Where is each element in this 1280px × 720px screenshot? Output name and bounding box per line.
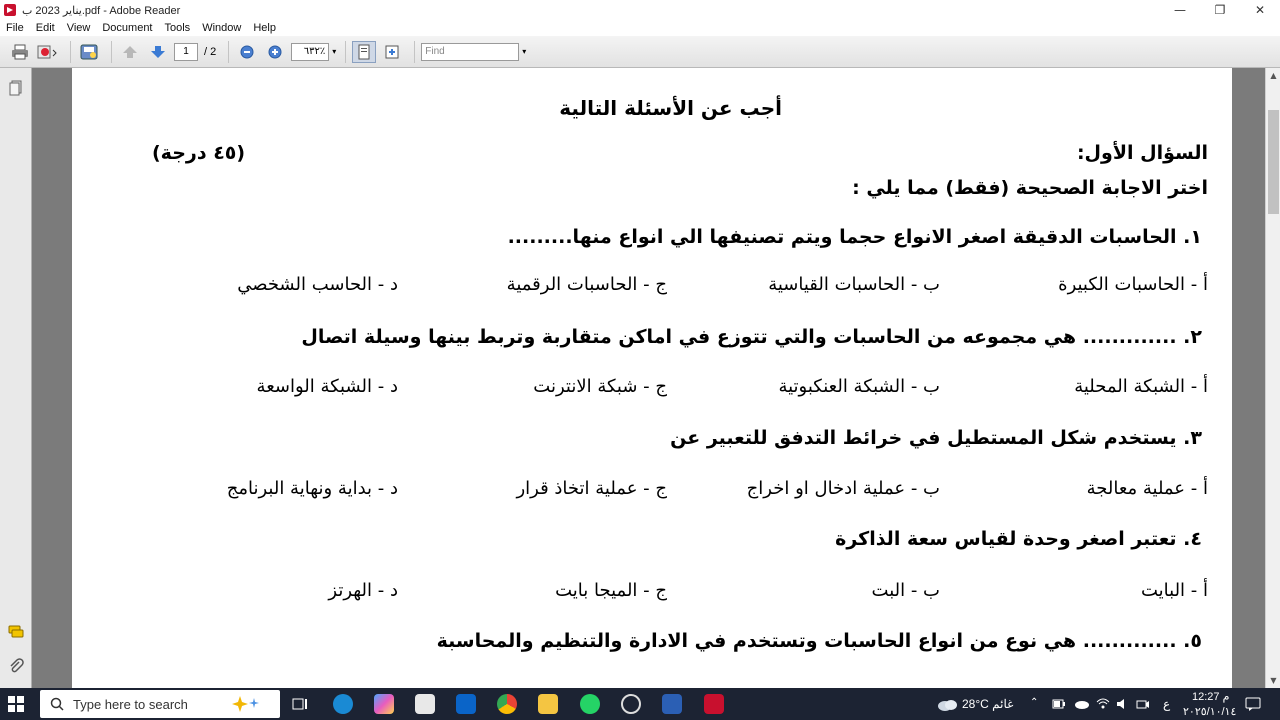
wifi-icon[interactable]	[1096, 698, 1110, 710]
question-2-option-d: د - الشبكة الواسعة	[256, 376, 398, 397]
question-1-option-c: ج - الحاسبات الرقمية	[506, 274, 667, 295]
search-icon	[50, 697, 64, 711]
share-icon	[37, 44, 59, 60]
page-number-input[interactable]: 1	[174, 43, 198, 61]
question-title: السؤال الأول:	[1076, 142, 1208, 164]
question-2-option-a: أ - الشبكة المحلية	[1074, 376, 1208, 397]
comments-panel-icon[interactable]	[8, 624, 24, 640]
share-button[interactable]	[36, 41, 60, 63]
fit-page-icon	[384, 44, 400, 60]
zoom-in-button[interactable]	[263, 41, 287, 63]
question-3-option-b: ب - عملية ادخال او اخراج	[746, 478, 940, 499]
weather-text[interactable]: 28°C غائم	[962, 697, 1014, 711]
language-indicator[interactable]: ع	[1163, 697, 1171, 711]
title-bar	[0, 0, 1280, 20]
pages-panel-icon[interactable]	[8, 80, 24, 96]
windows-start-icon[interactable]	[8, 696, 24, 712]
menu-edit[interactable]: Edit	[35, 22, 55, 34]
file-explorer-icon[interactable]	[538, 694, 558, 714]
document-viewport[interactable]	[32, 68, 1265, 688]
scrollbar-thumb[interactable]	[1268, 110, 1279, 214]
question-3-option-c: ج - عملية اتخاذ قرار	[516, 478, 667, 499]
toolbar	[0, 36, 1280, 68]
battery-icon[interactable]	[1052, 698, 1066, 710]
save-icon	[79, 43, 99, 61]
menu-help[interactable]: Help	[253, 22, 276, 34]
scroll-up-icon[interactable]: ▲	[1270, 71, 1277, 80]
navigation-pane	[0, 68, 32, 688]
clock-date[interactable]: ٢٠٢٥/١٠/١٤	[1183, 706, 1237, 718]
print-button[interactable]	[8, 41, 32, 63]
find-input[interactable]: Find	[421, 43, 519, 61]
scroll-down-icon[interactable]: ▼	[1270, 676, 1277, 685]
toolbar-separator	[111, 41, 112, 63]
menu-window[interactable]: Window	[202, 22, 242, 34]
previous-page-button[interactable]	[118, 41, 142, 63]
restore-button[interactable]: ❐	[1214, 3, 1226, 17]
question-5: ٥. ............. هي نوع من انواع الحاسبات وتستخدم في الادارة والتنظيم والمحاسبة	[436, 630, 1202, 652]
question-1-option-d: د - الحاسب الشخصي	[237, 274, 398, 295]
copilot-icon[interactable]	[374, 694, 394, 714]
menu-tools[interactable]: Tools	[164, 22, 191, 34]
question-2: ٢. ............. هي مجموعه من الحاسبات والتي تتوزع في اماكن متقاربة وتربط بينها وسيلة اتصال	[301, 326, 1202, 348]
question-3-option-a: أ - عملية معالجة	[1086, 478, 1208, 499]
store-icon[interactable]	[415, 694, 435, 714]
zoom-level-input[interactable]: ٦٣٢٪	[291, 43, 329, 61]
find-dropdown-icon[interactable]: ▾	[522, 47, 527, 56]
chrome-icon[interactable]	[497, 694, 517, 714]
edge-icon[interactable]	[333, 694, 353, 714]
sparkle-icon	[230, 694, 266, 714]
question-1: ١. الحاسبات الدقيقة اصغر الانواع حجما ويتم تصنيفها الي انواع منها.........	[507, 226, 1202, 248]
question-4-option-a: أ - البايت	[1140, 580, 1208, 601]
question-1-option-b: ب - الحاسبات القياسية	[768, 274, 940, 295]
task-view-icon[interactable]	[290, 694, 310, 714]
page-total: / 2	[204, 45, 217, 58]
question-3-option-d: د - بداية ونهاية البرنامج	[226, 478, 398, 499]
question-2-option-b: ب - الشبكة العنكبوتية	[778, 376, 940, 397]
question-1-option-a: أ - الحاسبات الكبيرة	[1058, 274, 1208, 295]
outlook-icon[interactable]	[456, 694, 476, 714]
arrow-down-icon	[149, 44, 167, 60]
window-title: يناير 2023 ب.pdf - Adobe Reader	[22, 4, 181, 17]
chatgpt-icon[interactable]	[621, 694, 641, 714]
instructions: اختر الاجابة الصحيحة (فقط) مما يلي :	[852, 177, 1208, 199]
question-2-option-c: ج - شبكة الانترنت	[533, 376, 667, 397]
question-3: ٣. يستخدم شكل المستطيل في خرائط التدفق للتعبير عن	[670, 427, 1202, 449]
vertical-scrollbar[interactable]	[1265, 68, 1280, 688]
menu-file[interactable]: File	[6, 22, 24, 34]
fit-page-button[interactable]	[380, 41, 404, 63]
toolbar-separator	[228, 41, 229, 63]
question-4: ٤. تعتبر اصغر وحدة لقياس سعة الذاكرة	[835, 528, 1202, 550]
whatsapp-icon[interactable]	[580, 694, 600, 714]
zoom-dropdown-icon[interactable]: ▾	[332, 47, 337, 56]
camera-icon[interactable]	[1136, 698, 1150, 710]
question-4-option-c: ج - الميجا بايت	[555, 580, 667, 601]
save-button[interactable]	[77, 41, 101, 63]
print-icon	[11, 44, 29, 60]
word-icon[interactable]	[662, 694, 682, 714]
fit-width-icon	[357, 44, 371, 60]
attachment-icon[interactable]	[8, 658, 24, 674]
question-grade: (٤٥ درجة)	[152, 142, 246, 164]
next-page-button[interactable]	[146, 41, 170, 63]
tray-overflow-icon[interactable]: ⌃	[1030, 697, 1039, 708]
toolbar-separator	[414, 41, 415, 63]
zoom-in-icon	[268, 45, 282, 59]
zoom-out-button[interactable]	[235, 41, 259, 63]
close-button[interactable]: ✕	[1254, 3, 1266, 17]
cloud-sync-icon[interactable]	[1074, 698, 1090, 710]
taskbar-search-placeholder: Type here to search	[73, 696, 188, 712]
taskbar-search[interactable]	[40, 690, 280, 718]
adobe-reader-icon	[4, 4, 16, 16]
speaker-icon[interactable]	[1116, 698, 1130, 710]
window-controls	[1160, 0, 1280, 20]
question-4-option-b: ب - البت	[871, 580, 940, 601]
toolbar-separator	[345, 41, 346, 63]
toolbar-separator	[70, 41, 71, 63]
menu-view[interactable]: View	[66, 22, 91, 34]
pdf-page	[72, 68, 1232, 688]
minimize-button[interactable]: —	[1174, 3, 1186, 17]
page-heading: أجب عن الأسئلة التالية	[559, 96, 782, 120]
taskbar	[0, 688, 1280, 720]
menu-bar	[0, 20, 1280, 36]
weather-cloud-icon	[936, 696, 958, 712]
zoom-out-icon	[240, 45, 254, 59]
clock-time[interactable]: 12:27 م	[1192, 691, 1230, 703]
notification-icon[interactable]	[1245, 697, 1261, 711]
fit-width-button[interactable]	[352, 41, 376, 63]
arrow-up-icon	[121, 44, 139, 60]
question-4-option-d: د - الهرتز	[328, 580, 398, 601]
acrobat-icon[interactable]	[704, 694, 724, 714]
menu-document[interactable]: Document	[102, 22, 153, 34]
